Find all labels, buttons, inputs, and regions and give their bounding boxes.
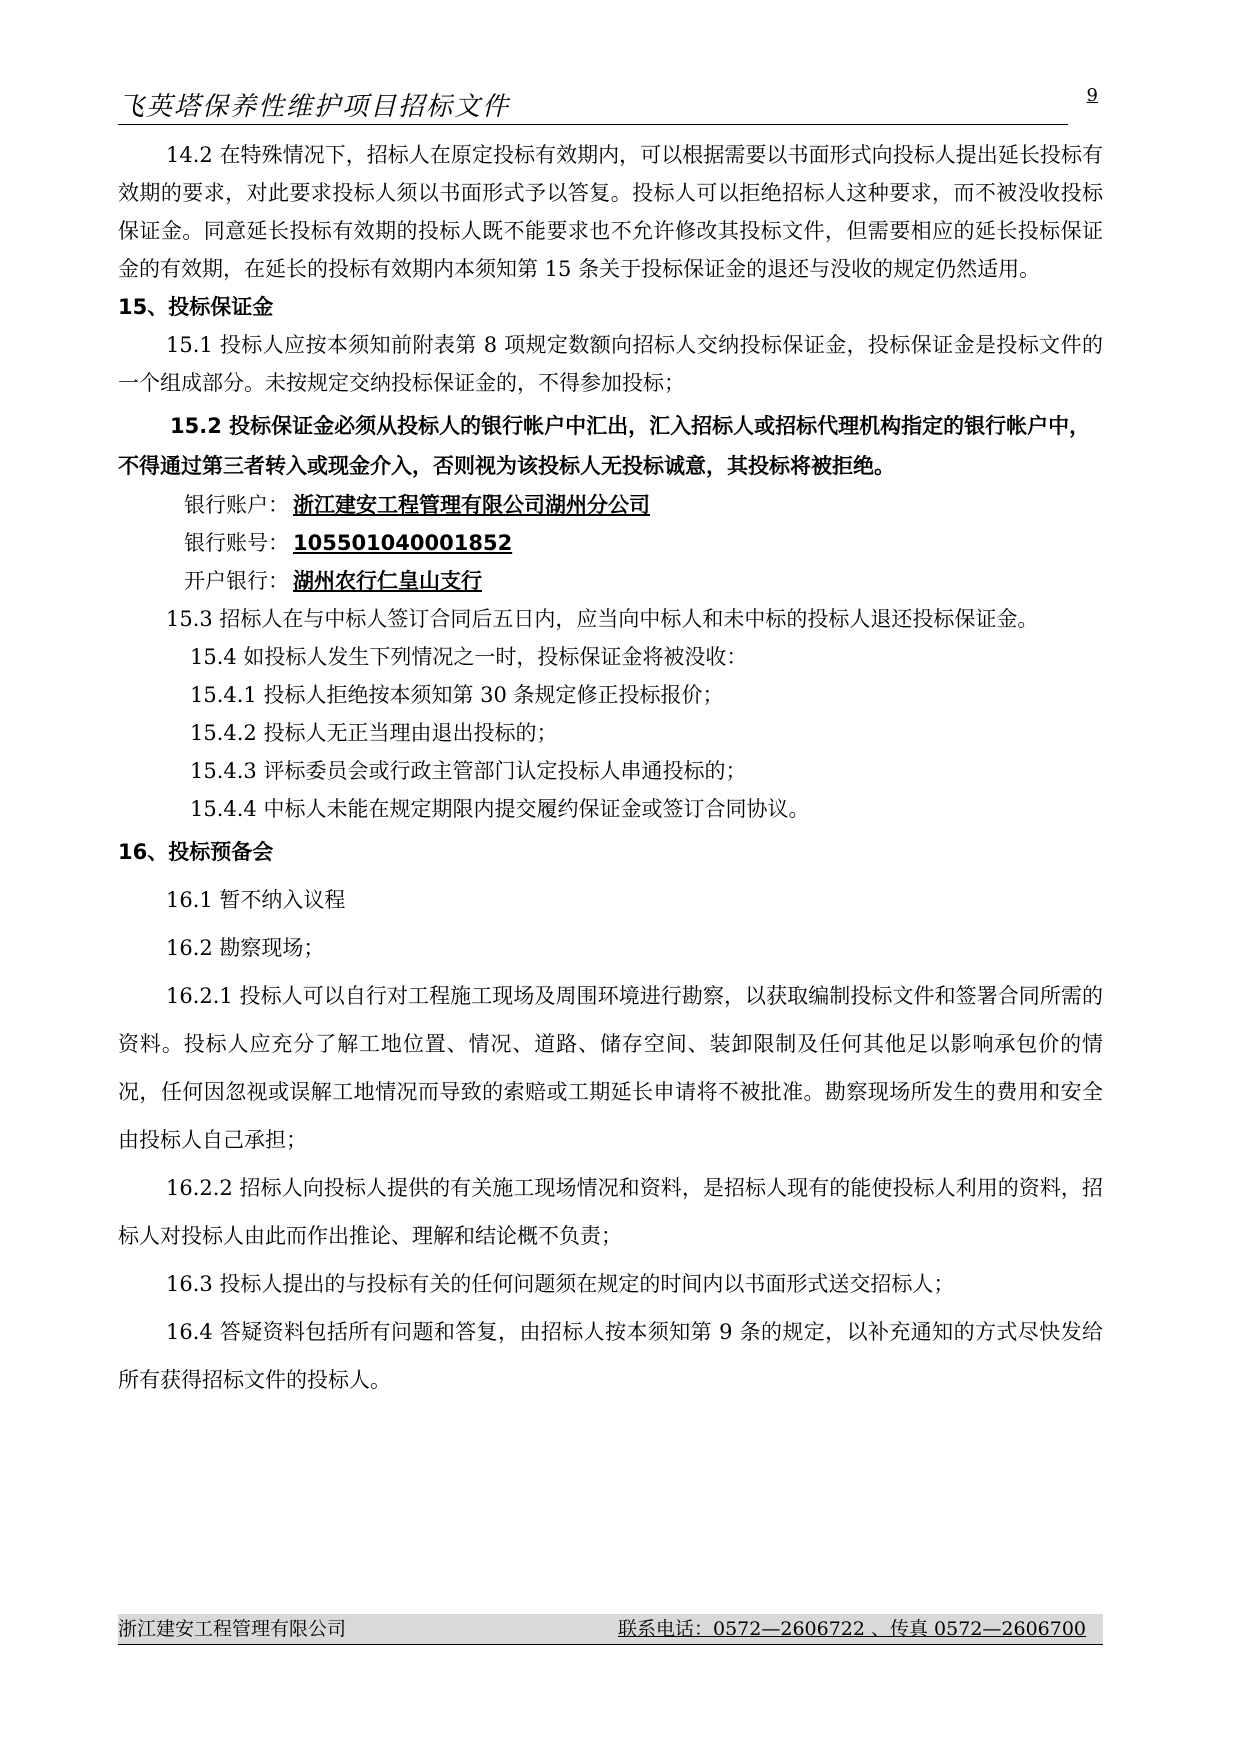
- bank-number-value: 105501040001852: [293, 531, 513, 555]
- bank-account-label: 银行账户：: [184, 493, 289, 517]
- section-heading-15: 15、投标保证金: [118, 295, 274, 319]
- paragraph-15-2: 15.2 投标保证金必须从投标人的银行帐户中汇出，汇入招标人或招标代理机构指定的银行帐户中，不得通过第三者转入或现金介入，否则视为该投标人无投标诚意，其投标将被拒绝。: [118, 414, 1091, 478]
- page-header: [118, 85, 1098, 125]
- bank-branch-label: 开户银行：: [184, 569, 289, 593]
- footer-contact: 联系电话：0572—2606722 、传真 0572—2606700: [618, 1618, 1087, 1640]
- paragraph-16-3: 16.3 投标人提出的与投标有关的任何问题须在规定的时间内以书面形式送交招标人；: [166, 1272, 955, 1296]
- bank-number-label: 银行账号：: [184, 531, 289, 555]
- paragraph-15-4-2: 15.4.2 投标人无正当理由退出投标的；: [190, 721, 558, 745]
- paragraph-15-4-1: 15.4.1 投标人拒绝按本须知第 30 条规定修正投标报价；: [190, 683, 724, 707]
- paragraph-16-2: 16.2 勘察现场；: [166, 936, 325, 960]
- paragraph-16-4: 16.4 答疑资料包括所有问题和答复，由招标人按本须知第 9 条的规定，以补充通知的方式尽快发给所有获得招标文件的投标人。: [118, 1320, 1103, 1392]
- bank-account-value: 浙江建安工程管理有限公司湖州分公司: [293, 493, 650, 517]
- paragraph-15-4-3: 15.4.3 评标委员会或行政主管部门认定投标人串通投标的；: [190, 759, 747, 783]
- section-heading-16: 16、投标预备会: [118, 840, 274, 864]
- paragraph-15-4: 15.4 如投标人发生下列情况之一时，投标保证金将被没收：: [190, 645, 748, 669]
- paragraph-16-2-2: 16.2.2 招标人向投标人提供的有关施工现场情况和资料，是招标人现有的能使投标人利用的资料，招标人对投标人由此而作出推论、理解和结论概不负责；: [118, 1176, 1103, 1248]
- bank-number-row: [118, 524, 1103, 562]
- bank-branch-row: [118, 562, 1103, 600]
- paragraph-16-1: 16.1 暂不纳入议程: [166, 888, 346, 912]
- footer-company: 浙江建安工程管理有限公司: [118, 1618, 347, 1640]
- paragraph-15-3: 15.3 招标人在与中标人签订合同后五日内，应当向中标人和未中标的投标人退还投标保证金。: [166, 607, 1039, 631]
- paragraph-15-1: 15.1 投标人应按本须知前附表第 8 项规定数额向招标人交纳投标保证金，投标保证金是投标文件的一个组成部分。未按规定交纳投标保证金的，不得参加投标；: [118, 333, 1103, 395]
- paragraph-16-2-1: 16.2.1 投标人可以自行对工程施工现场及周围环境进行勘察，以获取编制投标文件和签署合同所需的资料。投标人应充分了解工地位置、情况、道路、储存空间、装卸限制及任何其他足以影响承包价的情况，任何因忽视或误解工地情况而导致的索赔或工期延长申请将不被批准。勘察现场所发生的费用和安全由投标人自己承担；: [118, 984, 1103, 1152]
- page-footer: [118, 1614, 1103, 1645]
- page-number: 9: [1086, 85, 1098, 106]
- bank-branch-value: 湖州农行仁皇山支行: [293, 569, 482, 593]
- paragraph-14-2: 14.2 在特殊情况下，招标人在原定投标有效期内，可以根据需要以书面形式向投标人提出延长投标有效期的要求，对此要求投标人须以书面形式予以答复。投标人可以拒绝招标人这种要求，而不被没收投标保证金。同意延长投标有效期的投标人既不能要求也不允许修改其投标文件，但需要相应的延长投标保证金的有效期，在延长的投标有效期内本须知第 15 条关于投标保证金的退还与没收的规定仍然适用。: [118, 143, 1103, 281]
- document-title: 飞英塔保养性维护项目招标文件: [118, 92, 511, 122]
- paragraph-15-4-4: 15.4.4 中标人未能在规定期限内提交履约保证金或签订合同协议。: [190, 797, 810, 821]
- document-body: [118, 136, 1103, 1404]
- bank-account-row: [118, 486, 1103, 524]
